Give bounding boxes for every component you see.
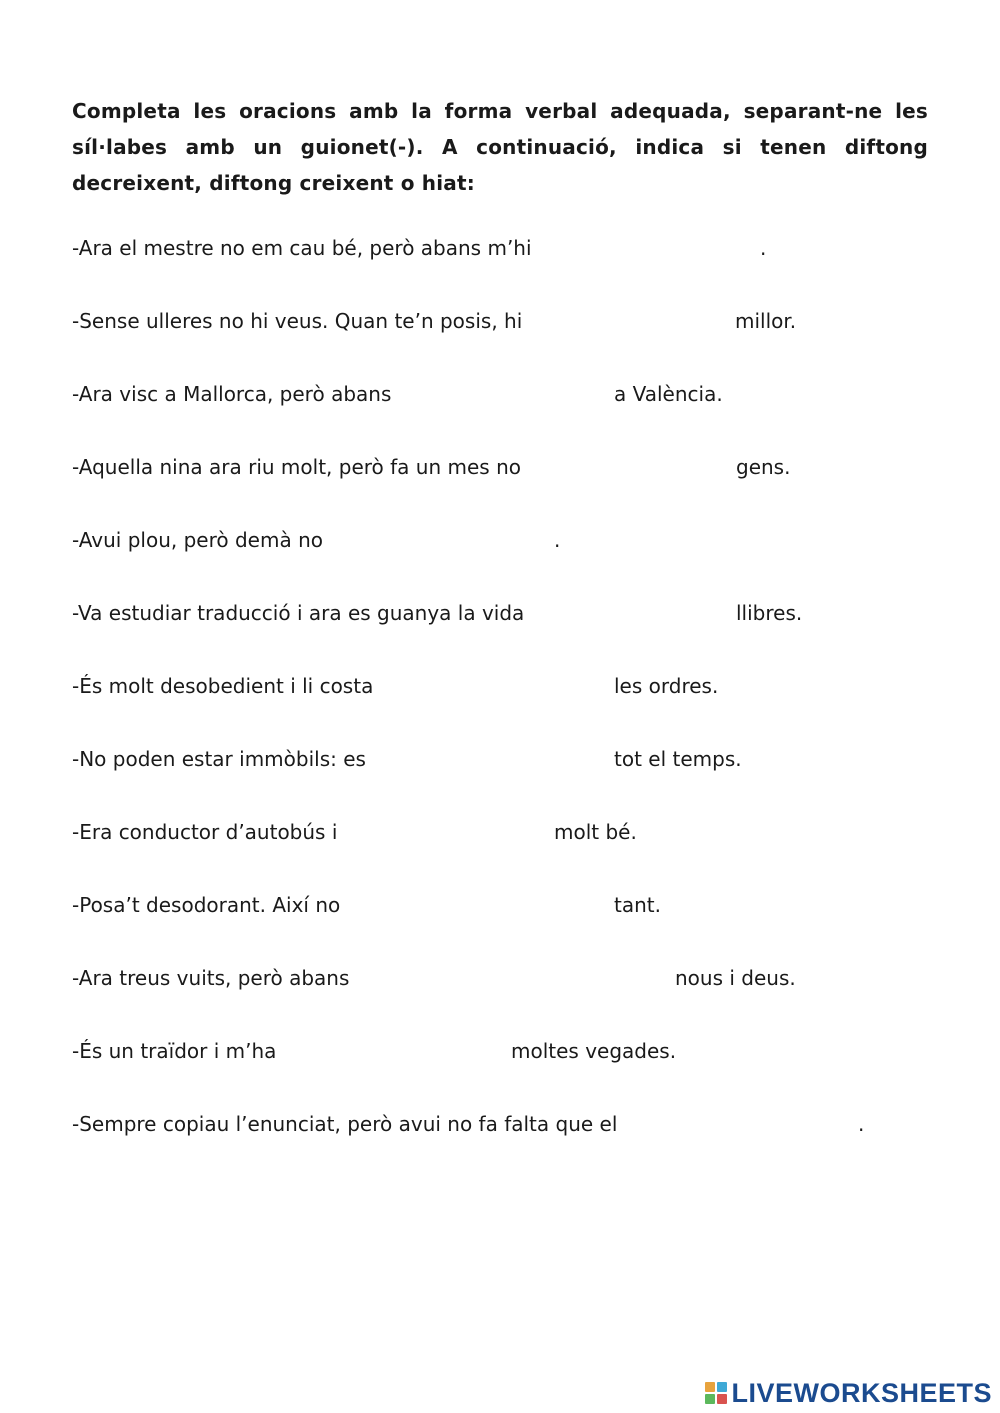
sentence-text-after: moltes vegades. <box>511 1039 677 1063</box>
sentence-row <box>72 817 952 847</box>
sentence-row <box>72 963 952 993</box>
sentence-text-after: llibres. <box>736 601 803 625</box>
sentence-row <box>72 233 952 263</box>
sentence-text-before: -Ara treus vuits, però abans <box>72 966 350 990</box>
instructions-paragraph: Completa les oracions amb la forma verbal adequada, separant-ne les síl·labes amb un guionet(-). A continuació, indica si tenen diftong decreixent, diftong creixent o hiat: <box>72 99 928 195</box>
sentence-text-before: -Ara visc a Mallorca, però abans <box>72 382 392 406</box>
sentence-text-after: millor. <box>735 309 797 333</box>
sentence-text-after: tant. <box>614 893 661 917</box>
answer-input[interactable] <box>418 673 610 699</box>
sentence-text-before: -Avui plou, però demà no <box>72 528 323 552</box>
answer-input[interactable] <box>590 600 732 626</box>
answer-input[interactable] <box>690 1111 854 1137</box>
sentence-text-after: gens. <box>736 455 791 479</box>
sentence-text-after: . <box>760 236 767 260</box>
sentence-text-before: -Ara el mestre no em cau bé, però abans m’hi <box>72 236 532 260</box>
sentence-text-after: tot el temps. <box>614 747 742 771</box>
answer-input[interactable] <box>390 965 670 991</box>
sentence-row <box>72 1109 952 1139</box>
sentence-text-before: -Era conductor d’autobús i <box>72 820 338 844</box>
sentence-text-before: -Sense ulleres no hi veus. Quan te’n posis, hi <box>72 309 523 333</box>
answer-input[interactable] <box>306 1038 506 1064</box>
logo-square <box>705 1382 715 1392</box>
sentence-text-after: a València. <box>614 382 723 406</box>
answer-input[interactable] <box>584 235 756 261</box>
answer-input[interactable] <box>406 746 610 772</box>
logo-square <box>705 1394 715 1404</box>
sentence-row <box>72 671 952 701</box>
answer-input[interactable] <box>574 308 730 334</box>
sentence-row <box>72 890 952 920</box>
sentence-row <box>72 744 952 774</box>
logo-square <box>717 1394 727 1404</box>
logo-square <box>717 1382 727 1392</box>
answer-input[interactable] <box>582 454 732 480</box>
sentence-text-after: . <box>554 528 561 552</box>
sentence-text-after: nous i deus. <box>675 966 796 990</box>
liveworksheets-brand <box>705 1377 992 1409</box>
sentence-row <box>72 1036 952 1066</box>
brand-name: LIVEWORKSHEETS <box>731 1377 992 1408</box>
sentence-text-before: -No poden estar immòbils: es <box>72 747 366 771</box>
sentence-row <box>72 452 952 482</box>
sentence-text-after: . <box>858 1112 865 1136</box>
answer-input[interactable] <box>442 381 610 407</box>
answer-input[interactable] <box>378 892 610 918</box>
sentence-text-before: -És molt desobedient i li costa <box>72 674 374 698</box>
liveworksheets-logo-icon <box>705 1382 727 1404</box>
sentence-row <box>72 306 952 336</box>
sentence-text-before: -Sempre copiau l’enunciat, però avui no fa falta que el <box>72 1112 618 1136</box>
sentence-text-after: molt bé. <box>554 820 637 844</box>
sentence-text-before: -Aquella nina ara riu molt, però fa un mes no <box>72 455 521 479</box>
sentence-text-before: -Posa’t desodorant. Així no <box>72 893 341 917</box>
sentence-text-after: les ordres. <box>614 674 719 698</box>
sentence-row <box>72 525 952 555</box>
answer-input[interactable] <box>358 527 550 553</box>
sentence-row <box>72 598 952 628</box>
sentence-text-before: -Va estudiar traducció i ara es guanya la vida <box>72 601 525 625</box>
sentence-row <box>72 379 952 409</box>
answer-input[interactable] <box>382 819 550 845</box>
sentence-text-before: -És un traïdor i m’ha <box>72 1039 277 1063</box>
